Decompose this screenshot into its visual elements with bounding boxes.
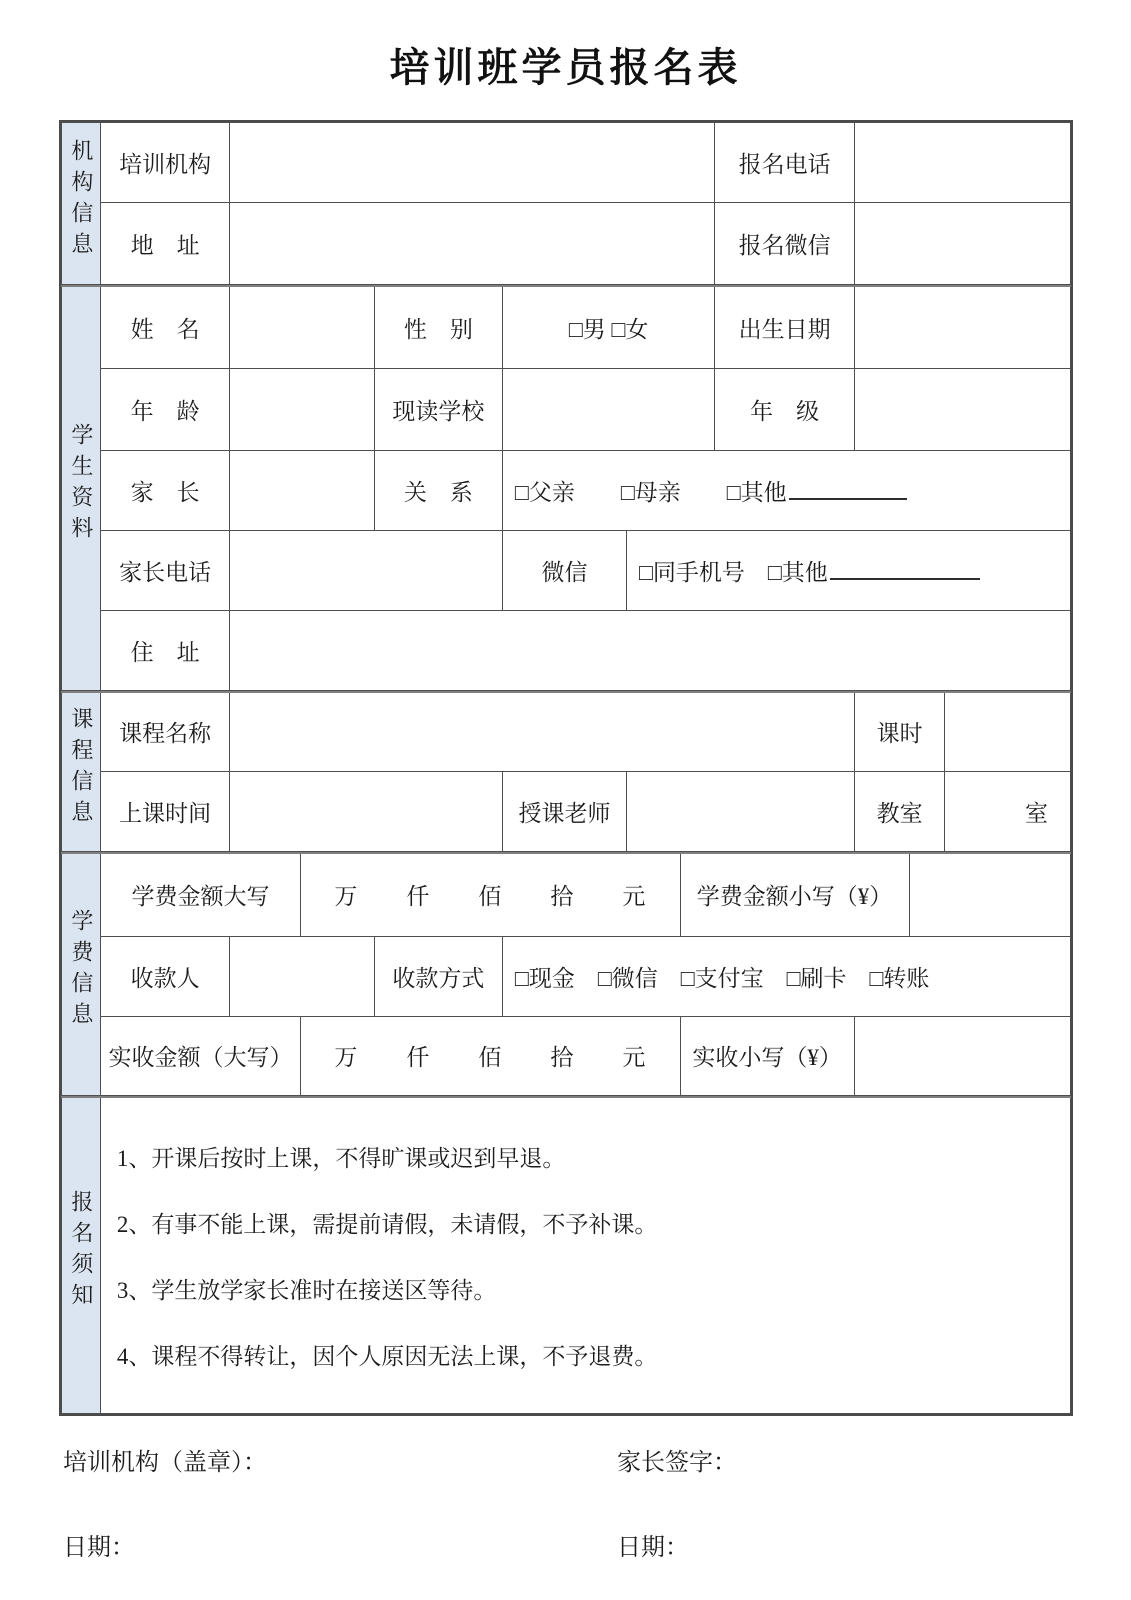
sidebar-student-info-label: 学生资料	[68, 423, 94, 548]
page-title: 培训班学员报名表	[389, 45, 742, 90]
fee-amount-words-label: 学费金额大写	[100, 853, 300, 936]
fee-denominations[interactable]: 万 仟 佰 拾 元	[301, 853, 680, 936]
sidebar-course-info-label: 课程信息	[68, 706, 94, 831]
sidebar-fee-info-label: 学费信息	[68, 909, 94, 1034]
section-notes	[61, 1096, 1071, 1415]
section-fee	[61, 852, 1071, 1096]
institution-label: 培训机构	[100, 123, 229, 203]
signature-footer	[63, 1442, 1073, 1562]
course-hours-label: 课时	[854, 692, 945, 772]
note-item-1: 1、开课后按时上课，不得旷课或迟到早退。	[116, 1146, 566, 1172]
age-label: 年 龄	[100, 368, 229, 450]
relation-other-blank[interactable]	[789, 498, 907, 500]
grade-label: 年 级	[715, 368, 854, 450]
guardian-value-cell[interactable]	[230, 450, 374, 530]
course-hours-value-cell[interactable]	[945, 692, 1071, 772]
payee-value-cell[interactable]	[230, 936, 374, 1016]
birthdate-value-cell[interactable]	[854, 286, 1070, 368]
received-denominations[interactable]: 万 仟 佰 拾 元	[301, 1016, 680, 1095]
registration-form-table	[59, 120, 1073, 1416]
received-figures-value-cell[interactable]	[854, 1016, 1070, 1095]
org-address-label: 地 址	[100, 203, 229, 285]
guardian-phone-label: 家长电话	[100, 530, 229, 610]
class-time-label: 上课时间	[100, 772, 229, 852]
guardian-label: 家 长	[100, 450, 229, 530]
school-value-cell[interactable]	[502, 368, 714, 450]
received-figures-label: 实收小写（¥）	[680, 1016, 854, 1095]
birthdate-label: 出生日期	[715, 286, 854, 368]
signup-phone-value-cell[interactable]	[854, 123, 1070, 203]
fee-amount-figures-label: 学费金额小写（¥）	[680, 853, 909, 936]
school-label: 现读学校	[374, 368, 502, 450]
wechat-label: 微信	[502, 530, 626, 610]
section-organization	[61, 122, 1071, 285]
class-time-value-cell[interactable]	[230, 772, 503, 852]
classroom-suffix: 室	[1025, 801, 1048, 826]
gender-label: 性 别	[374, 286, 502, 368]
signup-wechat-label: 报名微信	[715, 203, 854, 285]
sidebar-course-info	[62, 692, 101, 852]
course-name-label: 课程名称	[100, 692, 229, 772]
payment-method-checkboxes[interactable]: □现金 □微信 □支付宝 □刷卡 □转账	[502, 936, 1070, 1016]
org-seal-label: 培训机构（盖章）：	[63, 1450, 267, 1476]
teacher-value-cell[interactable]	[627, 772, 855, 852]
institution-value-cell[interactable]	[230, 123, 715, 203]
home-address-label: 住 址	[100, 610, 229, 690]
signup-wechat-value-cell[interactable]	[854, 203, 1070, 285]
sidebar-org-info	[62, 123, 101, 285]
relation-checkboxes[interactable]	[502, 450, 1070, 530]
parent-date-label: 日期：	[617, 1535, 689, 1561]
section-course	[61, 691, 1071, 853]
org-date-label: 日期：	[63, 1535, 135, 1561]
note-item-4: 4、课程不得转让，因个人原因无法上课，不予退费。	[116, 1344, 658, 1370]
payment-method-label: 收款方式	[374, 936, 502, 1016]
signup-phone-label: 报名电话	[715, 123, 854, 203]
sidebar-fee-info	[62, 853, 101, 1095]
footer-org-column	[63, 1442, 1073, 1562]
teacher-label: 授课老师	[502, 772, 626, 852]
section-student	[61, 285, 1071, 691]
sidebar-org-info-label: 机构信息	[68, 138, 94, 263]
student-name-value-cell[interactable]	[230, 286, 374, 368]
sidebar-notes-label: 报名须知	[68, 1190, 94, 1315]
wechat-checkboxes[interactable]	[627, 530, 1071, 610]
grade-value-cell[interactable]	[854, 368, 1070, 450]
note-item-2: 2、有事不能上课，需提前请假，未请假，不予补课。	[116, 1212, 658, 1238]
received-words-label: 实收金额（大写）	[100, 1016, 300, 1095]
fee-amount-figures-value-cell[interactable]	[909, 853, 1070, 936]
payee-label: 收款人	[100, 936, 229, 1016]
relation-options-text[interactable]: □父亲 □母亲 □其他	[514, 479, 787, 505]
sidebar-student-info	[62, 286, 101, 690]
student-name-label: 姓 名	[100, 286, 229, 368]
notes-content	[100, 1097, 1070, 1414]
note-item-3: 3、学生放学家长准时在接送区等待。	[116, 1278, 497, 1304]
age-value-cell[interactable]	[230, 368, 374, 450]
wechat-other-blank[interactable]	[830, 578, 980, 580]
relation-label: 关 系	[374, 450, 502, 530]
guardian-phone-value-cell[interactable]	[230, 530, 503, 610]
org-address-value-cell[interactable]	[230, 203, 715, 285]
footer-parent-column	[617, 1442, 737, 1562]
classroom-label: 教室	[854, 772, 945, 852]
wechat-options-text[interactable]: □同手机号 □其他	[639, 559, 828, 585]
classroom-value-cell[interactable]	[945, 772, 1071, 852]
parent-signature-label: 家长签字：	[617, 1450, 737, 1476]
home-address-value-cell[interactable]	[230, 610, 1071, 690]
sidebar-notes	[62, 1097, 101, 1414]
course-name-value-cell[interactable]	[230, 692, 855, 772]
gender-checkboxes[interactable]: □男 □女	[502, 286, 714, 368]
